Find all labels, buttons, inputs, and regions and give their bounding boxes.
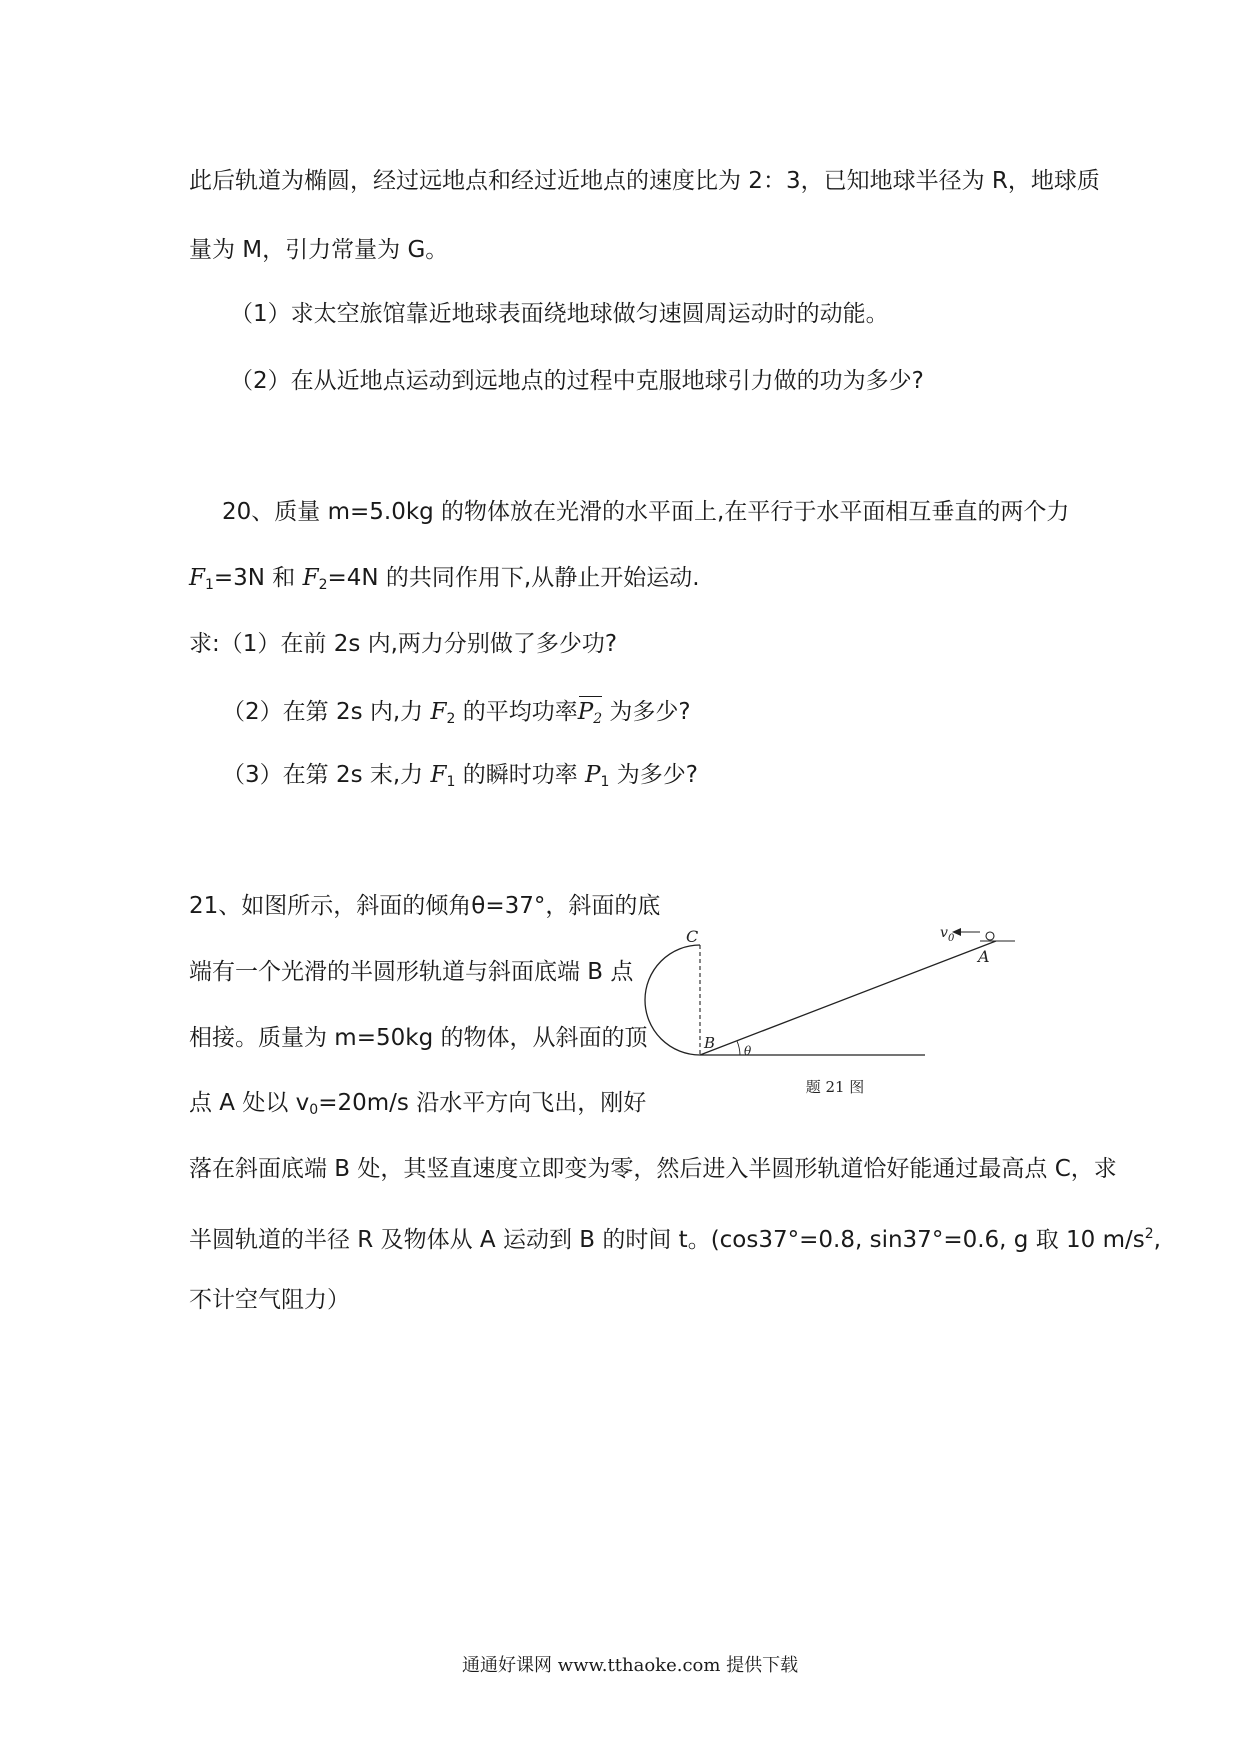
label-v: v bbox=[940, 925, 948, 941]
q21-text-line-6 bbox=[189, 1219, 1161, 1255]
q20-text-line-2 bbox=[189, 563, 700, 600]
q19-text-line-1: 此后轨道为椭圆，经过远地点和经过近地点的速度比为 2：3，已知地球半径为 R，地球质 bbox=[189, 168, 1100, 194]
q19-part-2: （2）在从近地点运动到远地点的过程中克服地球引力做的功为多少? bbox=[230, 368, 924, 394]
v0-subscript: 0 bbox=[309, 1102, 319, 1118]
q20-text-line-1: 20、质量 m=5.0kg 的物体放在光滑的水平面上,在平行于水平面相互垂直的两个力 bbox=[222, 499, 1070, 525]
q19-part-1: （1）求太空旅馆靠近地球表面绕地球做匀速圆周运动时的动能。 bbox=[230, 301, 889, 327]
q21-text-line-5: 落在斜面底端 B 处，其竖直速度立即变为零，然后进入半圆形轨道恰好能通过最高点 C，求 bbox=[189, 1156, 1117, 1182]
ask3-force-subscript: 1 bbox=[446, 774, 456, 790]
q21-text-line-1: 21、如图所示，斜面的倾角θ=37°，斜面的底 bbox=[189, 893, 661, 919]
page-footer: 通通好课网 www.tthaoke.com 提供下载 bbox=[462, 1655, 799, 1676]
ask3-power-subscript: 1 bbox=[600, 774, 610, 790]
ask3-force-symbol: F bbox=[430, 762, 447, 788]
f2-value: =4N 的共同作用下,从静止开始运动. bbox=[327, 565, 700, 591]
q21-text-line-2: 端有一个光滑的半圆形轨道与斜面底端 B 点 bbox=[189, 959, 634, 985]
label-v-subscript: 0 bbox=[948, 933, 955, 944]
q21-text-line-3: 相接。质量为 m=50kg 的物体，从斜面的顶 bbox=[189, 1025, 648, 1051]
incline-semicircle-figure bbox=[640, 918, 1030, 1098]
q21-text-line-4 bbox=[189, 1088, 646, 1125]
f2-symbol: F bbox=[302, 565, 319, 591]
ball bbox=[986, 932, 994, 940]
ask2-force-subscript: 2 bbox=[446, 711, 456, 727]
label-c: C bbox=[686, 927, 699, 946]
ask3-text-c: 为多少? bbox=[609, 762, 698, 788]
average-power-symbol bbox=[578, 695, 602, 734]
label-a: A bbox=[978, 947, 990, 966]
f1-value: =3N 和 bbox=[213, 565, 303, 591]
ask3-power-symbol: P bbox=[585, 762, 601, 788]
label-b: B bbox=[704, 1034, 716, 1052]
q20-ask-1: 求:（1）在前 2s 内,两力分别做了多少功? bbox=[189, 631, 618, 657]
q21-line-4-a: 点 A 处以 v bbox=[189, 1090, 310, 1116]
figure-caption: 题 21 图 bbox=[805, 1078, 865, 1096]
q21-line-4-b: =20m/s 沿水平方向飞出，刚好 bbox=[318, 1090, 647, 1116]
semicircle-track bbox=[645, 945, 700, 1055]
average-power-letter: P bbox=[577, 699, 594, 725]
ask3-text-a: （3）在第 2s 末,力 bbox=[222, 762, 431, 788]
q21-line-6-a: 半圆轨道的半径 R 及物体从 A 运动到 B 的时间 t。(cos37°=0.8, sin37°=0.6, g 取 10 m/s bbox=[189, 1227, 1145, 1253]
ask2-text-b: 的平均功率 bbox=[455, 699, 578, 725]
ask2-text-a: （2）在第 2s 内,力 bbox=[222, 699, 431, 725]
q20-ask-3 bbox=[222, 760, 698, 797]
q19-text-line-2: 量为 M，引力常量为 G。 bbox=[189, 237, 449, 263]
ask2-text-c: 为多少? bbox=[602, 699, 691, 725]
q20-ask-2 bbox=[222, 695, 691, 734]
f2-subscript: 2 bbox=[318, 577, 328, 593]
ask3-text-b: 的瞬时功率 bbox=[455, 762, 586, 788]
q21-line-6-b: , bbox=[1153, 1227, 1161, 1253]
q21-text-line-7: 不计空气阻力） bbox=[189, 1287, 350, 1313]
average-power-subscript: 2 bbox=[593, 711, 603, 727]
f1-subscript: 1 bbox=[204, 577, 214, 593]
angle-arc bbox=[737, 1041, 740, 1055]
label-theta: θ bbox=[744, 1044, 752, 1058]
squared-superscript: 2 bbox=[1144, 1226, 1154, 1242]
ask2-force-symbol: F bbox=[430, 699, 447, 725]
f1-symbol: F bbox=[189, 565, 205, 591]
incline-line bbox=[700, 941, 996, 1055]
